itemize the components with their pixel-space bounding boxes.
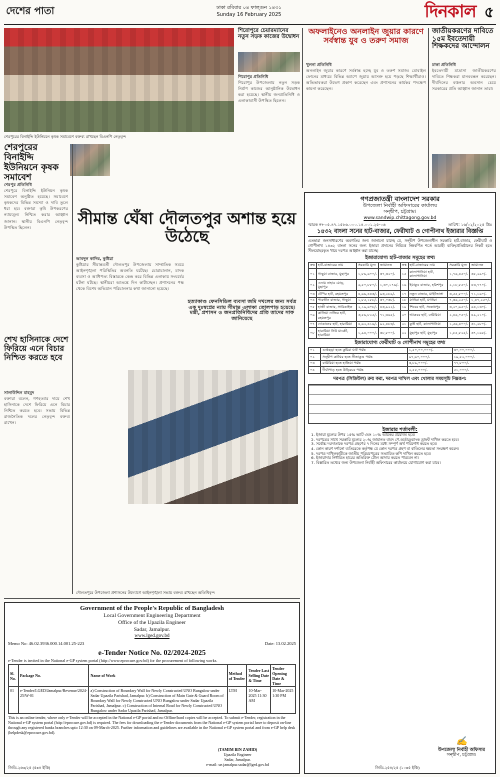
table-cell: ৩৭,১৬৫/-	[470, 328, 492, 339]
ad2-title: ১৪৩২ বাংলা সনের হাট-বাজার, ফেরীঘাট ও গোপীনাথ ইজারার বিজ্ঞপ্তি	[308, 229, 492, 237]
table-cell: ১৯	[401, 304, 407, 309]
lead-byline: আবদুল কাদির, কুষ্টিয়া	[76, 256, 114, 261]
table-cell: ৭১,৩৬৫/-	[378, 310, 400, 321]
table-cell: ৪৩,৯২২/-	[378, 304, 400, 310]
ad2-table-title: ইজারাযোগ্য হাট-বাজার সমূহের তথ্য	[365, 255, 435, 261]
table-cell: ০৬	[309, 310, 317, 321]
table-cell: পারভীন বাজার, গাছুয়া	[316, 297, 356, 303]
lead-photo	[128, 370, 298, 504]
table-cell: 10-Mar-2025 11:30 AM	[247, 687, 271, 714]
story1-caption: শেরপুরের বিনাইদ্দি ইউনিয়নে কৃষক সমাবেশে বক্তব্য রাখছেন বিএনপি নেতৃবৃন্দ	[4, 134, 126, 139]
table-cell: ৩,২০,৬৫০/-	[449, 304, 469, 309]
table-cell: ৫১,০০০/-	[452, 367, 491, 373]
date-english: Sunday 16 February 2025	[216, 11, 282, 18]
story5-paragraph: বক্তারা বলেন, গণহত্যার দায়ে শেখ হাসিনাকে দেশে ফিরিয়ে এনে বিচার নিশ্চিত করতে হবে। সভায় বিভিন্ন রাজনৈতিক দলের নেতৃবৃন্দ বক্তব্য রাখেন।	[4, 396, 70, 426]
tender-title4: Sadar, Jamalpur.	[133, 626, 171, 633]
table-row	[309, 367, 492, 373]
story1-body	[4, 182, 68, 332]
table-cell: 10-Mar-2025 1:30 PM	[271, 687, 296, 714]
table-cell: ০৮	[309, 328, 317, 339]
table-cell: ১৬	[400, 280, 408, 291]
table-cell: ০১	[309, 269, 317, 280]
story2-body	[238, 74, 300, 174]
table-cell: মুছাপুর হাট, মুছাপুর	[408, 328, 448, 339]
table-cell: ১,৩০,১৭৬/-	[378, 280, 400, 291]
tender-title1: Government of the People's Republic of Bangladesh	[79, 605, 225, 612]
table-cell: 01	[9, 687, 19, 714]
ad2-signer-place: সন্দ্বীপ, চট্টগ্রাম।	[446, 753, 477, 759]
table-cell: কালাপানিয়া হাট, কালাপানিয়া	[408, 269, 448, 280]
market-col-header: সরকারি মূল্য	[357, 262, 379, 268]
table-cell: ১৯,৫২,০০০/-	[452, 354, 491, 360]
table-cell: সন্দ্বীপ কাটঘর হতে সীতাকুণ্ড পর্যন্ত	[321, 354, 407, 360]
story3-byline: খুলনা প্রতিনিধি	[306, 62, 332, 67]
story4-headline: জাতীয়করণের দাবিতে ১৫ম ইবতেদায়ী শিক্ষকদের আন্দোলন	[432, 27, 494, 51]
table-cell: ০৭	[310, 322, 315, 327]
story5-body	[4, 390, 70, 590]
table-cell: ৩৫,২৯০/-	[470, 269, 492, 280]
page-header	[4, 3, 496, 25]
story2-paragraph: শিরোপুর উপজেলায় নতুন সড়ক নির্মাণ কাজের আনুষ্ঠানিক উদ্বোধন করা হয়েছে। স্থানীয় জনপ্রতিনিধি ও এলাকাবাসী উপস্থিত ছিলেন।	[238, 80, 300, 104]
table-cell: ৪,৬২,৪১৬/-	[358, 322, 377, 327]
story1-inset-photo	[70, 144, 110, 176]
table-cell: ০২	[309, 354, 321, 360]
lead-headline: সীমান্ত ঘেঁষা দৌলতপুর অশান্ত হয়ে উঠেছে	[77, 209, 297, 246]
table-cell: ২২	[400, 328, 408, 339]
ad2-sale-title: দরপত্র (সিডিউল) ক্রয় করা, দরপত্র দাখিল এবং খোলার সময়সূচি নিম্নরূপ:	[333, 376, 467, 382]
tender-memo: Memo No: 46.02.3936.000.14.001.25-223	[8, 641, 85, 646]
term-item: 3. সর্বোচ্চ দরদাতাকে দরপত্র গ্রহণের ৭ দিনের মধ্যে সম্পূর্ণ অর্থ পরিশোধ করতে হবে।	[316, 442, 492, 447]
tender-signer-title2: Sadar, Jamalpur.	[224, 757, 251, 762]
table-cell: ১,৮৬,৬০০/-	[357, 269, 379, 280]
ad2-ferry-title: ইজারাযোগ্য ফেরীঘাট ও গোপীনাথ সমূহের তথ্য	[354, 340, 446, 346]
tender-notice	[4, 602, 300, 774]
table-cell: ৩,৫৫,৮০০/-	[449, 291, 469, 296]
table-cell: ৩,৫৬,৮২৫/-	[357, 310, 379, 321]
table-cell: গুপ্তছড়া হতে কুমিরা ঘাট পর্যন্ত	[321, 347, 407, 353]
ad2-org: গণপ্রজাতন্ত্রী বাংলাদেশ সরকার	[360, 195, 440, 203]
table-cell: ১,৫০,০০,০০০/-	[407, 347, 452, 353]
table-cell: ৩১,২৮০/-	[470, 321, 492, 327]
table-cell: ইয়াকুব বাজার, হরিশপুর	[408, 280, 448, 291]
ferry-table	[308, 347, 492, 374]
lead-pullquote-box	[186, 300, 298, 360]
term-item: 6. ইজারাদার নির্ধারিত হারের অতিরিক্ত টোল আদায় করতে পারবেন না।	[316, 456, 492, 461]
ad2-ad-code: জিডি-২৫৪/২৫ (১০x৫ ইঞ্চি)	[375, 765, 420, 771]
table-cell: LTM	[227, 687, 247, 714]
table-cell: হারামিয়া নিউ মার্কেট, হারামিয়া	[316, 328, 356, 339]
story1-byline: শেরপুর প্রতিনিধি	[4, 182, 32, 187]
ad2-date: তারিখ: ১৬/০২/২০২৫ খ্রিঃ	[448, 222, 492, 228]
ad2-signer: উপজেলা নির্বাহী অফিসার	[438, 747, 485, 753]
table-cell: গাছুয়া বাজার, মুছাপুর	[316, 269, 356, 280]
lead-caption: দৌলতপুরে উপজেলা প্রশাসনের উদ্যোগে আইনশৃঙ্খলা সভায় বক্তব্য রাখছেন অতিথিবৃন্দ	[76, 590, 215, 595]
market-col-header: জামানত	[378, 262, 400, 268]
table-cell: ২,৫৫,০০০/-	[407, 367, 452, 373]
tender-signer-title1: Upazila Engineer	[223, 752, 252, 757]
term-item: 5. দরপত্র দাখিলকারীকে জাতীয় পরিচয়পত্রের সত্যায়িত কপি দাখিল করতে হবে।	[316, 452, 492, 457]
tender-table	[8, 664, 296, 714]
table-cell: ১৮	[401, 298, 407, 303]
term-item: 4. কোন কারণ দর্শানো ব্যতিরেকে কর্তৃপক্ষ যে কোন দরপত্র গ্রহণ বা বাতিলের ক্ষমতা সংরক্ষণ করেন।	[316, 447, 492, 452]
story5-headline: শেখ হাসিনাকে দেশে ফিরিয়ে এনে বিচার নিশ্চিত করতে হবে	[4, 335, 69, 362]
term-item: 1. ইজারা মূল্যের উপর ১৫% ভ্যাট এবং ১০% আয়কর প্রযোজ্য হবে।	[316, 433, 492, 438]
table-cell: শিবের হাট, সন্তোষপুর	[408, 304, 448, 310]
table-cell: ০৩	[310, 291, 315, 296]
story4-paragraph: ইবতেদায়ী মাদ্রাসা জাতীয়করণের দাবিতে শিক্ষকরা মানববন্ধন করেছেন। দীর্ঘদিনের বঞ্চনার অবসান চেয়ে সরকারের প্রতি আহ্বান জানান তারা।	[432, 68, 496, 92]
market-col-header: জামানত	[470, 262, 492, 268]
table-cell: ০৫	[310, 304, 315, 309]
table-cell: কুঞ্জ হাট, কালাপানিয়া	[408, 321, 448, 327]
newspaper-logo: দিনকাল	[424, 2, 476, 22]
tender-col-header: Sl. No.	[9, 665, 19, 687]
story4-byline: ঢাকা প্রতিনিধি	[432, 62, 456, 67]
tender-signer-email[interactable]: e-mail: ue.jamalpur.sadar@lged.gov.bd	[206, 762, 269, 767]
tender-col-header: Package No.	[18, 665, 89, 687]
table-cell: নতুন বাজার, মাইটভাঙ্গা	[408, 291, 448, 297]
table-cell: ৭৭,৮০০/-	[452, 360, 491, 366]
market-col-header: হাট-বাজারের নাম	[316, 262, 356, 268]
table-cell: a) Construction of Boundary Wall for Newly Constructed UNO Bungalow under Sadar Upazila Parishad, Jamalpur. b) Construction of Main Gate & Guard Room of Boundary Wall for Newly Constructed UNO Bungalow under Sadar Upazila Parishad, Jamalpur. c) Construction of Internal Road for Newly Constructed UNO Bungalow under Sadar Upazila Parishad, Jamalpur.	[89, 687, 227, 714]
story3-headline: অফলাইনেও অনলাইন জুয়ার কারণে সর্বস্বান্ত যুব ও তরুণ সমাজ	[308, 27, 424, 45]
tender-date: Date: 13.02.2025	[264, 641, 296, 646]
table-cell: e-Tender/LGED/Jamalpur/Revenue/2024-25/W-01	[18, 687, 89, 714]
story1-headline: শেরপুরের বিনাইদ্দি ইউনিয়নে কৃষক সমাবেশ	[4, 143, 59, 183]
ad2-intro: এতদ্বারা জনসাধারণের অবগতির জন্য জানানো যাচ্ছে যে, সন্দ্বীপ উপজেলাধীন সরকারি হাট-বাজার, ফেরীঘাট ও গোপীনাথ ১৪৩২ বাংলা সনের জন্য ইজারা প্রদানের নিমিত্তে নিম্নবর্ণিত শর্তে আগ্রহী ব্যক্তি/প্রতিষ্ঠানের নিকট হতে সীলমোহরকৃত খামে দরপত্র আহ্বান করা যাচ্ছে।	[308, 238, 492, 253]
tender-col-header: Name of Work	[89, 665, 227, 687]
market-col-header: হাট-বাজারের নাম	[408, 262, 448, 268]
story1-paragraph: শেরপুরে বিনাইদ্দি ইউনিয়ন কৃষক সমাবেশ অনুষ্ঠিত হয়েছে। সমাবেশে কৃষকদের বিভিন্ন সমস্যা ও দাবি তুলে ধরা হয়। বক্তারা কৃষি উপকরণের ন্যায্যমূল্য নিশ্চিত করার আহ্বান জানান। স্থানীয় বিএনপি নেতৃবৃন্দ উপস্থিত ছিলেন।	[4, 188, 68, 230]
table-cell: ৪৩,৭৭০/-	[470, 280, 492, 291]
table-cell: আকবর হাট, বাউরিয়া	[408, 310, 448, 321]
table-row	[9, 687, 296, 714]
story4-body	[432, 62, 496, 152]
table-cell: ২০	[400, 310, 408, 321]
lead-paragraph: কুষ্টিয়ার সীমান্তবর্তী দৌলতপুর উপজেলায় সাম্প্রতিক সময়ে আইনশৃঙ্খলা পরিস্থিতির অবনতি ঘটেছে। চোরাচালান, মাদক ব্যবসা ও আধিপত্য বিস্তারকে কেন্দ্র করে বিভিন্ন এলাকায় সংঘর্ষের ঘটনা ঘটছে। স্থানীয়রা আতঙ্কে দিন কাটাচ্ছেন। প্রশাসনের পক্ষ থেকে বিশেষ অভিযান পরিচালনার কথা জানানো হয়েছে।	[76, 262, 184, 292]
table-cell: ৯২,৪৮৩/-	[378, 321, 400, 327]
table-cell: ২,১৯,৬০৮/-	[358, 304, 377, 309]
table-cell: ১,৪৭,২৫০/-	[471, 298, 490, 303]
table-row	[309, 328, 492, 339]
table-cell: ১৫	[400, 269, 408, 280]
table-cell: ১,৫৬,৪০০/-	[449, 322, 469, 327]
story2-byline: শিরোপুর প্রতিনিধি	[238, 74, 269, 79]
date-block	[184, 5, 314, 18]
table-cell: টেপির হাট, রহমতপুর	[316, 291, 356, 297]
story1-photo	[4, 28, 234, 132]
table-cell: বাউরিয়া হতে হাতিয়া পর্যন্ত	[321, 360, 407, 366]
terms-list	[308, 433, 492, 466]
table-cell: ৩,৮৯,০০০/-	[407, 360, 452, 366]
table-cell: দীর্ঘাপাড় হতে উড়িরচর পর্যন্ত	[321, 367, 407, 373]
table-cell: কালিয়া নাজির হাট, রহমতপুর	[316, 310, 356, 321]
table-cell: ০১	[309, 347, 321, 353]
tender-col-header: Tender Opening Date & Time	[271, 665, 296, 687]
tender-ad-code: জিডি-২৬৩/২৫ (৫x৪ ইঞ্চি)	[8, 765, 51, 771]
term-item: 2. দরপত্রের সাথে সরকারি মূল্যের ২০% জামানত বাবদ পে-অর্ডার/ব্যাংক ড্রাফট দাখিল করতে হবে।	[316, 438, 492, 443]
ad2-office: উপজেলা নির্বাহী অফিসারের কার্যালয়	[362, 203, 438, 210]
table-cell: ০৪	[309, 367, 321, 373]
table-cell: হাজী বাজার, সারিকাইত	[316, 304, 356, 310]
table-cell: ৬,৫০,৮৮০/-	[357, 280, 379, 291]
table-cell: ৩৭,০৩৮/-	[378, 297, 400, 303]
ad2-terms-title: ইজারার শর্তাবলী:	[382, 426, 418, 433]
table-row	[309, 310, 492, 321]
table-cell: ২,১৮,৮৫০/-	[448, 280, 470, 291]
market-col-header: ক্রঃ	[310, 263, 315, 268]
table-cell: ৩০,০০,০০০/-	[452, 347, 491, 353]
story4-photo	[432, 154, 496, 188]
ad2-signature: ✍	[455, 736, 468, 747]
table-cell: ৪৯,২১০/-	[470, 310, 492, 321]
ad2-memo: স্মারক নং-০৫.৪৭.১৫৮৬.০০০.১৪.০০১.২৫-০৬	[308, 222, 386, 228]
table-cell: ৯৩,২৮৯/-	[378, 291, 400, 297]
tender-title3: Office of the Upazila Engineer	[118, 620, 186, 626]
table-cell: ০২	[309, 280, 317, 291]
table-cell: ৩৭,৩২০/-	[378, 269, 400, 280]
tender-col-header: Method of Tender	[227, 665, 247, 687]
market-table	[308, 262, 492, 339]
tender-col-header: Tender Last Selling Date & Time	[247, 665, 271, 687]
story2-photo	[238, 52, 300, 72]
table-cell: ৪,৬৬,৪৪৩/-	[358, 291, 377, 296]
table-cell: ০৩	[309, 360, 321, 366]
ad2-website[interactable]: www.sandwip.chittagong.gov.bd	[363, 215, 437, 221]
date-bangla: ঢাকা রবিবার ০৪ ফাল্গুন ১৪৩১	[216, 5, 282, 11]
table-cell: মগধরা হাট, মগধরা	[408, 297, 448, 303]
tender-footer: This is an online tender, where only e-Tender will be accepted in the National e-GP portal and no Offline/hard copies will be accepted. To submit e-Tender, registration in the National e-GP system portal (http://eprocure.gov.bd) is required. The fees for downloading the e-Tender documents from the National e-GP system portal have to deposit on-line through any registered banks branches upto 12:30 on 09-March-2025. Further information and guidelines are available in the National e-GP system portal and from e-GP help desk (helpdesk@eprocure.gov.bd).	[8, 715, 296, 736]
table-cell: ৩৮,৮০০/-	[378, 328, 400, 339]
market-col-header: ক্রঃ	[401, 263, 407, 268]
section-title: দেশের পাতা	[6, 6, 55, 17]
tender-signer: (TAMIM BIN ZAHID)	[217, 747, 258, 752]
story5-byline: সালাউদ্দিন মাহমুদ	[4, 390, 35, 395]
table-cell: এনাম নাহার মোড়, মুছাপুর	[316, 280, 356, 291]
page-number: ৫	[484, 3, 494, 21]
story3-body	[306, 62, 426, 182]
table-cell: ৭১,১৬০/-	[470, 291, 492, 297]
tender-title2: Local Government Engineering Department	[103, 613, 201, 620]
table-row	[309, 280, 492, 291]
table-cell: ১,৮৫,১৮৮/-	[358, 298, 377, 303]
ad2-place: সন্দ্বীপ, চট্টগ্রাম।	[383, 209, 417, 216]
story3-paragraph: অনলাইন জুয়ার কারণে সর্বস্বান্ত হচ্ছে যুব ও তরুণ সমাজ। মোবাইল ফোনের মাধ্যমে বিভিন্ন অ্যাপে জুয়ায় আসক্ত হয়ে পড়ছে শিক্ষার্থীরাও। অভিভাবকরা উদ্বেগ প্রকাশ করেছেন এবং প্রশাসনের কার্যকর পদক্ষেপ কামনা করেছেন।	[306, 68, 426, 92]
table-cell: ২১	[401, 322, 407, 327]
schedule-table-placeholder	[308, 384, 492, 424]
lead-pullquote: হত্যাকাণ্ড ফেনসিডিল ব্যবসা জমি দখলের জন্য সর্বত্র এক দুঃস্বপ্নের ন্যায় সীমান্ত এলাকা তোলপাড় হয়েছে। মন্ত্রী, প্রশাসন ও জনপ্রতিনিধিদের প্রতি তাদের সাফ জানিয়েছে	[187, 299, 297, 323]
table-cell: ২,৪৬,০৫০/-	[448, 310, 470, 321]
tender-notice-number: e-Tender Notice No. 02/2024-2025	[98, 647, 206, 657]
term-item: 7. বিস্তারিত তথ্যের জন্য উপজেলা নির্বাহী অফিসারের কার্যালয়ে যোগাযোগ করা যাবে।	[316, 461, 492, 466]
table-cell: ৭,৩৬,২৫০/-	[449, 298, 469, 303]
tender-website[interactable]: www.lged.gov.bd	[134, 633, 170, 639]
table-cell: ১,৮৫,৮২৫/-	[448, 328, 470, 339]
table-cell: ০৪	[310, 298, 315, 303]
table-cell: ৬৪,১৩০/-	[470, 304, 492, 310]
table-cell: ৯৭,৬০,০০০/-	[407, 354, 452, 360]
market-col-header: সরকারি মূল্য	[448, 262, 470, 268]
lease-notice	[304, 192, 496, 774]
table-cell: ১৭	[401, 291, 407, 296]
table-cell: ১,৭৬,৪৫০/-	[448, 269, 470, 280]
story2-headline: শিরোপুরে চেয়ারম্যানের নতুন সড়ক কাজের উদ্বোধন	[238, 28, 300, 41]
table-cell: ১,৯৪,০০০/-	[357, 328, 379, 339]
table-cell: দোকানের হাট, হারামিয়া	[316, 321, 356, 327]
tender-intro: e-Tender is invited in the National e-GP system portal (http://www.eprocure.gov.bd) for the procurement of following works.	[8, 658, 218, 663]
table-row	[309, 269, 492, 280]
